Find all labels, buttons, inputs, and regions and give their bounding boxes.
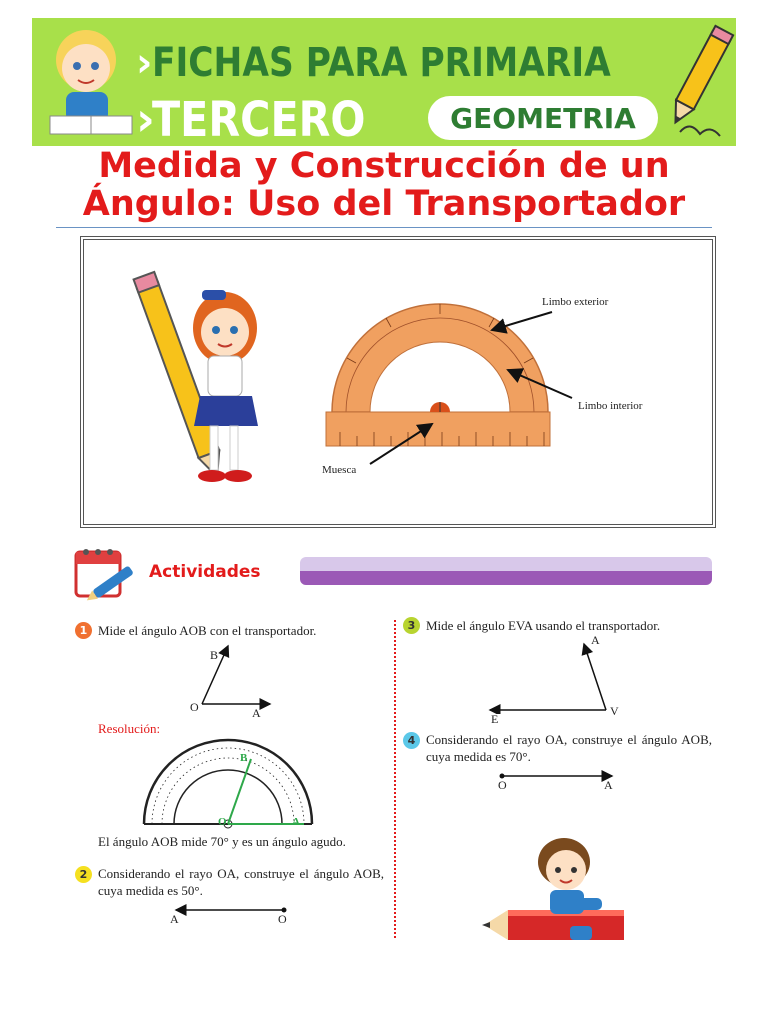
header-banner <box>32 18 736 146</box>
point-label: A <box>170 912 179 926</box>
boy-on-pencil-illustration <box>478 836 626 944</box>
pencil-icon <box>660 24 736 142</box>
point-label: A <box>604 778 613 792</box>
calendar-pen-icon <box>72 544 142 602</box>
angle-eva-diagram <box>486 640 612 714</box>
activity-number-badge: 2 <box>75 866 92 883</box>
activity-1-text: Mide el ángulo AOB con el transportador. <box>98 623 317 638</box>
banner-line2: TERCERO <box>152 92 366 148</box>
point-label: O <box>218 816 227 828</box>
point-label: B <box>240 752 248 764</box>
chevron-icon: › <box>136 92 155 146</box>
activity-4-text: Considerando el rayo OA, construye el ángulo AOB, cuya medida es 70°. <box>426 732 712 764</box>
activity-number-badge: 1 <box>75 622 92 639</box>
title-divider <box>56 227 712 228</box>
activities-heading: Actividades <box>149 562 261 582</box>
protractor-diagram <box>300 280 700 490</box>
page-title-line1: Medida y Construcción de un <box>98 146 670 186</box>
subject-pill <box>428 96 658 140</box>
chevron-icon: › <box>136 40 153 86</box>
point-label: A <box>292 816 300 828</box>
page-title-line2: Ángulo: Uso del Transportador <box>82 184 686 224</box>
resolution-label: Resolución: <box>98 721 161 736</box>
girl-with-pencil-illustration <box>130 266 260 498</box>
label-outer-scale: Limbo exterior <box>542 296 609 308</box>
point-label: A <box>591 633 600 647</box>
activity-2-text: Considerando el rayo OA, construye el ángulo AOB, cuya medida es 50°. <box>98 866 384 898</box>
activities-header-bar <box>300 557 712 587</box>
label-inner-scale: Limbo interior <box>578 400 643 412</box>
point-label: V <box>610 704 619 718</box>
activity-number-badge: 3 <box>403 617 420 634</box>
subject-label: GEOMETRIA <box>450 102 636 135</box>
activity-3-text: Mide el ángulo EVA usando el transportador. <box>426 618 661 633</box>
point-label: B <box>210 648 219 662</box>
point-label: O <box>278 912 287 926</box>
activity-number-badge: 4 <box>403 732 420 749</box>
ray-oa-diagram <box>170 904 290 916</box>
banner-line1: FICHAS PARA PRIMARIA <box>152 40 611 86</box>
column-separator <box>394 620 396 938</box>
angle-aob-diagram <box>196 640 276 714</box>
label-notch: Muesca <box>322 464 357 476</box>
ray-oa-diagram-2 <box>496 770 618 782</box>
point-label: O <box>190 700 199 714</box>
point-label: E <box>491 712 499 726</box>
kid-reading-illustration <box>40 22 140 142</box>
point-label: O <box>498 778 507 792</box>
point-label: A <box>252 706 261 720</box>
resolution-text: El ángulo AOB mide 70° y es un ángulo agudo. <box>98 834 346 849</box>
